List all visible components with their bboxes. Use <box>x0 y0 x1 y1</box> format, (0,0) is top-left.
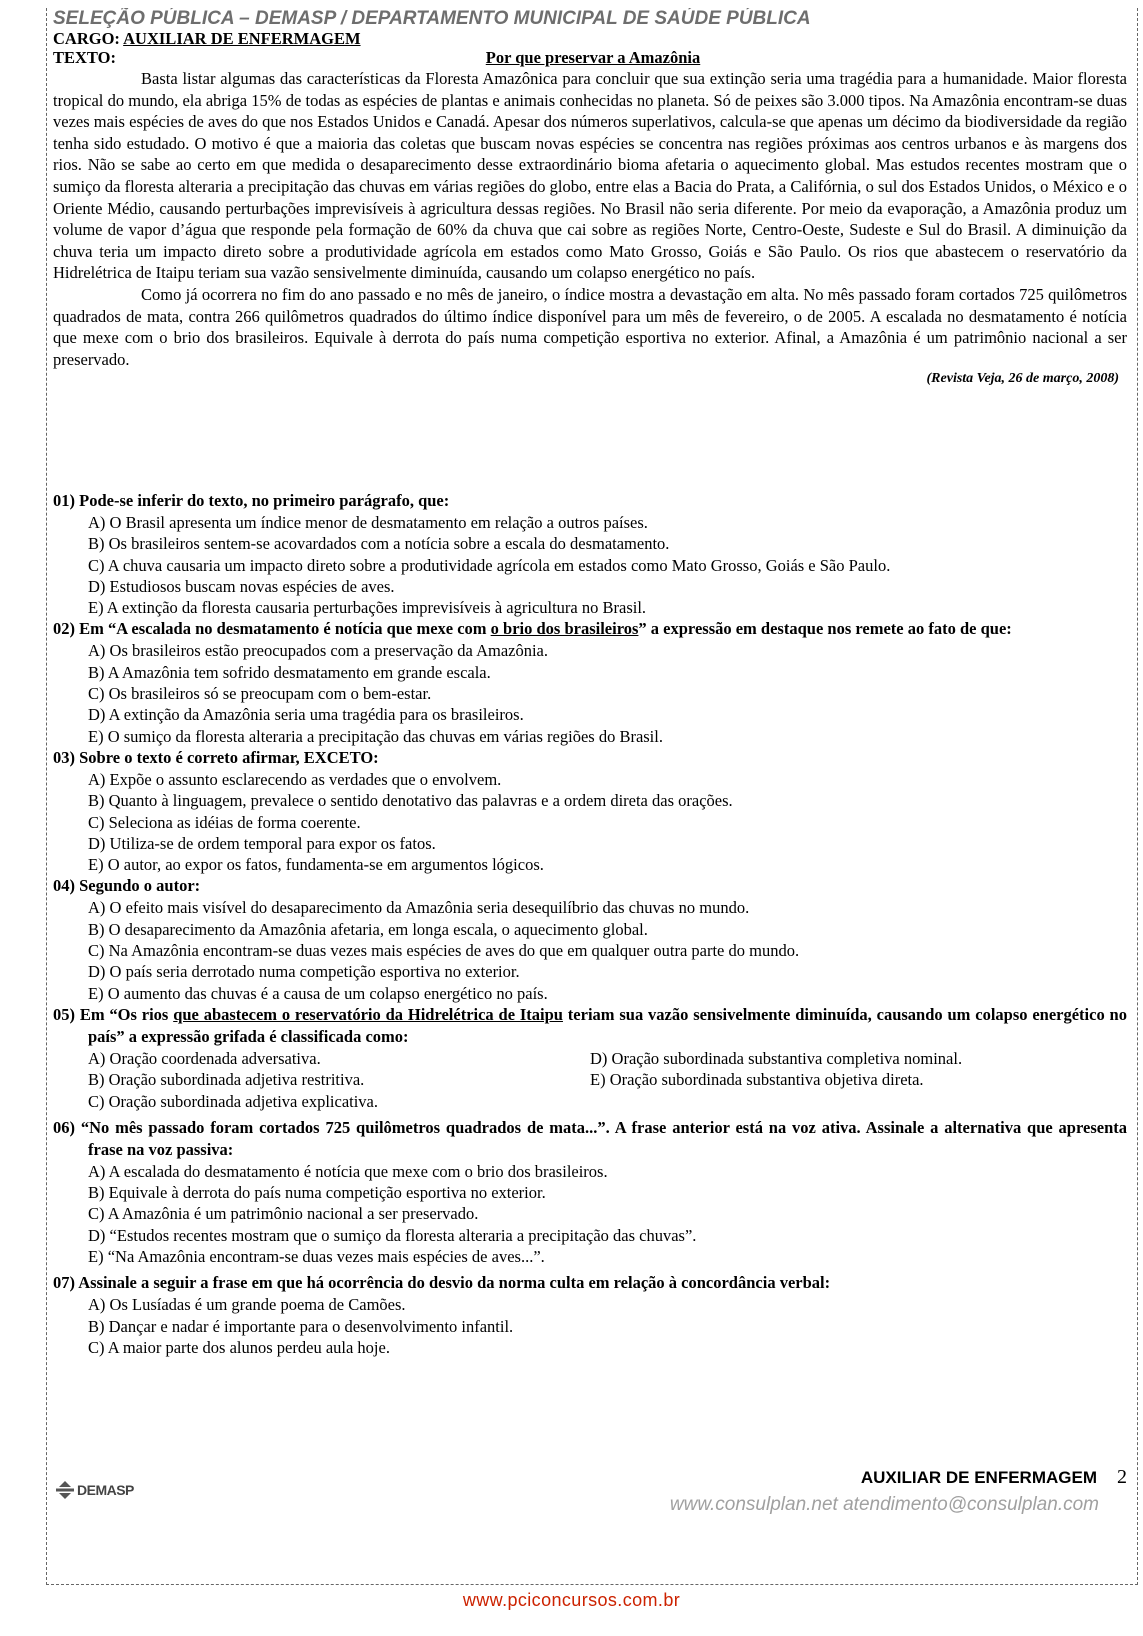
stem-part: 02) Em “A escalada no desmatamento é notícia que mexe com <box>53 619 491 639</box>
option-a: A) Os Lusíadas é um grande poema de Camões. <box>88 1295 406 1315</box>
option-c: C) Seleciona as idéias de forma coerente. <box>88 812 361 832</box>
text-paragraph-2: Como já ocorrera no fim do ano passado e no mês de janeiro, o índice mostra a devastação em alta. No mês passado foram cortados 725 quilômetros quadrados de mata, contra 266 quilômetros quadrados do último índice disponível para um mês de fevereiro, o de 2005. A escalada no desmatamento é notícia que mexe com o brio dos brasileiros. Equivale à derrota do país numa competição esportiva no exterior. Afinal, a Amazônia é um patrimônio nacional a ser preservado. <box>53 284 1127 369</box>
option-b: B) Quanto à linguagem, prevalece o sentido denotativo das palavras e a ordem direta das orações. <box>88 791 733 811</box>
text-title: Por que preservar a Amazônia <box>485 48 701 67</box>
option-b: B) A Amazônia tem sofrido desmatamento em grande escala. <box>88 662 491 682</box>
option-c: C) Os brasileiros só se preocupam com o bem-estar. <box>88 684 432 704</box>
text-paragraph-1: Basta listar algumas das características da Floresta Amazônica para concluir que sua extinção seria uma tragédia para a humanidade. Maior floresta tropical do mundo, ela abriga 15% de todas as espécies de plantas e animais conhecidas no planeta. Só de peixes são 3.000 tipos. Na Amazônia encontram-se duas vezes mais espécies de aves do que nos Estados Unidos e Canadá. Apesar dos números superlativos, calcula-se que apenas um décimo da biodiversidade da região tenha sido estudado. O motivo é que a maioria das coletas que buscam novas espécies se concentra nas regiões próximas aos centros urbanos e às margens dos rios. Não se sabe ao certo em que medida o desaparecimento desse extraordinário bioma afetaria o aquecimento global. Mas estudos recentes mostram que o sumiço da floresta alteraria a precipitação das chuvas em várias regiões do globo, entre elas a Bacia do Prata, a Califórnia, o sul dos Estados Unidos, o México e o Oriente Médio, causando perturbações imprevisíveis à agricultura dessas regiões. No Brasil não seria diferente. Por meio da evaporação, a Amazônia produz um volume de vapor d’água que responde pela formação de 60% da chuva que cai sobre as regiões Norte, Centro-Oeste, Sudeste e Sul do Brasil. A diminuição da chuva teria um impacto direto sobre a produtividade agrícola em estados como Mato Grosso, Goiás e São Paulo. Os rios que abastecem o reservatório da Hidrelétrica de Itaipu teriam sua vazão sensivelmente diminuída, causando um colapso energético no país. <box>53 69 1127 283</box>
option-b: B) Oração subordinada adjetiva restritiva. <box>88 1070 365 1090</box>
question-07 <box>53 1272 1127 1358</box>
stem-part: 05) Em “Os rios <box>53 1004 174 1024</box>
option-c: C) Oração subordinada adjetiva explicativa. <box>88 1091 379 1111</box>
option-d: D) Estudiosos buscam novas espécies de aves. <box>88 576 395 596</box>
cargo-label: CARGO: <box>53 29 120 48</box>
stem-highlight: o brio dos brasileiros <box>490 619 639 639</box>
option-c: C) Na Amazônia encontram-se duas vezes mais espécies de aves do que em qualquer outra parte do mundo. <box>88 941 800 961</box>
demasp-emblem-icon <box>55 1480 75 1500</box>
option-b: B) O desaparecimento da Amazônia afetaria, em longa escala, o aquecimento global. <box>88 919 648 939</box>
option-d: D) Utiliza-se de ordem temporal para expor os fatos. <box>88 833 436 853</box>
question-stem: 06) “No mês passado foram cortados 725 quilômetros quadrados de mata...”. A frase anterior está na voz ativa. Assinale a alternativa que apresenta frase na voz passiva: <box>53 1117 1127 1159</box>
option-c: C) A maior parte dos alunos perdeu aula hoje. <box>88 1337 390 1357</box>
questions-list <box>53 490 1127 1358</box>
option-a: A) Oração coordenada adversativa. <box>88 1048 321 1068</box>
option-e: E) Oração subordinada substantiva objetiva direta. <box>590 1070 924 1090</box>
option-e: E) O aumento das chuvas é a causa de um colapso energético no país. <box>88 983 548 1003</box>
question-stem: 04) Segundo o autor: <box>53 876 201 896</box>
reading-text <box>53 68 1127 388</box>
option-a: A) O Brasil apresenta um índice menor de desmatamento em relação a outros países. <box>88 513 648 532</box>
options-right-column <box>590 1048 1127 1112</box>
stem-part: teriam sua vazão sensivelmente diminuída, causando um colapso energético no país” a expressão grifada é classificada como: <box>88 1004 1127 1046</box>
options-two-columns <box>53 1048 1127 1112</box>
logo-text: DEMASP <box>77 1482 134 1498</box>
option-c: C) A chuva causaria um impacto direto sobre a produtividade agrícola em estados como Mato Grosso, Goiás e São Paulo. <box>88 555 891 575</box>
footer-title: AUXILIAR DE ENFERMAGEM <box>860 1468 1097 1487</box>
option-d: D) “Estudos recentes mostram que o sumiço da floresta alteraria a precipitação das chuvas”. <box>88 1225 697 1245</box>
stem-part: ” a expressão em destaque nos remete ao fato de que: <box>638 619 1012 639</box>
option-d: D) O país seria derrotado numa competição esportiva no exterior. <box>88 962 520 982</box>
footer-website: www.consulplan.net atendimento@consulplan.com <box>669 1494 1099 1515</box>
exam-page <box>46 8 1138 1585</box>
question-05 <box>53 1004 1127 1112</box>
exam-header-title: SELEÇÃO PÚBLICA – DEMASP / DEPARTAMENTO MUNICIPAL DE SAÚDE PÚBLICA <box>53 8 811 29</box>
demasp-logo <box>55 1480 134 1500</box>
source-site-link[interactable]: www.pciconcursos.com.br <box>462 1590 681 1610</box>
option-b: B) Dançar e nadar é importante para o desenvolvimento infantil. <box>88 1316 514 1336</box>
option-b: B) Equivale à derrota do país numa competição esportiva no exterior. <box>88 1183 546 1203</box>
option-a: A) Os brasileiros estão preocupados com a preservação da Amazônia. <box>88 641 548 661</box>
question-stem: 01) Pode-se inferir do texto, no primeiro parágrafo, que: <box>53 491 450 510</box>
option-d: D) A extinção da Amazônia seria uma tragédia para os brasileiros. <box>88 705 524 725</box>
page-number: 2 <box>1117 1466 1127 1488</box>
stem-highlight: que abastecem o reservatório da Hidrelétrica de Itaipu <box>173 1004 563 1024</box>
option-d: D) Oração subordinada substantiva completiva nominal. <box>590 1048 963 1068</box>
question-stem: 07) Assinale a seguir a frase em que há ocorrência do desvio da norma culta em relação à concordância verbal: <box>53 1273 831 1293</box>
question-04 <box>53 875 1127 1003</box>
option-a: A) Expõe o assunto esclarecendo as verdades que o envolvem. <box>88 769 502 789</box>
options-left-column <box>53 1048 590 1112</box>
option-c: C) A Amazônia é um patrimônio nacional a ser preservado. <box>88 1204 479 1224</box>
option-e: E) A extinção da floresta causaria perturbações imprevisíveis à agricultura no Brasil. <box>88 598 647 618</box>
cargo-line <box>53 29 361 49</box>
option-a: A) A escalada do desmatamento é notícia que mexe com o brio dos brasileiros. <box>88 1161 608 1181</box>
option-a: A) O efeito mais visível do desaparecimento da Amazônia seria desequilíbrio das chuvas no mundo. <box>88 898 750 918</box>
option-e: E) O sumiço da floresta alteraria a precipitação das chuvas em várias regiões do Brasil. <box>88 726 663 746</box>
option-e: E) O autor, ao expor os fatos, fundamenta-se em argumentos lógicos. <box>88 855 544 875</box>
question-01 <box>53 490 1127 618</box>
text-source: (Revista Veja, 26 de março, 2008) <box>926 371 1119 387</box>
option-e: E) “Na Amazônia encontram-se duas vezes mais espécies de aves...”. <box>88 1247 545 1267</box>
question-stem: 03) Sobre o texto é correto afirmar, EXCETO: <box>53 747 379 767</box>
question-stem <box>53 618 1127 640</box>
question-02 <box>53 618 1127 746</box>
texto-label: TEXTO: <box>53 48 116 67</box>
cargo-value: AUXILIAR DE ENFERMAGEM <box>123 29 361 48</box>
question-03 <box>53 747 1127 875</box>
question-06 <box>53 1117 1127 1267</box>
question-stem <box>53 1004 1127 1048</box>
option-b: B) Os brasileiros sentem-se acovardados com a notícia sobre a escala do desmatamento. <box>88 534 670 554</box>
